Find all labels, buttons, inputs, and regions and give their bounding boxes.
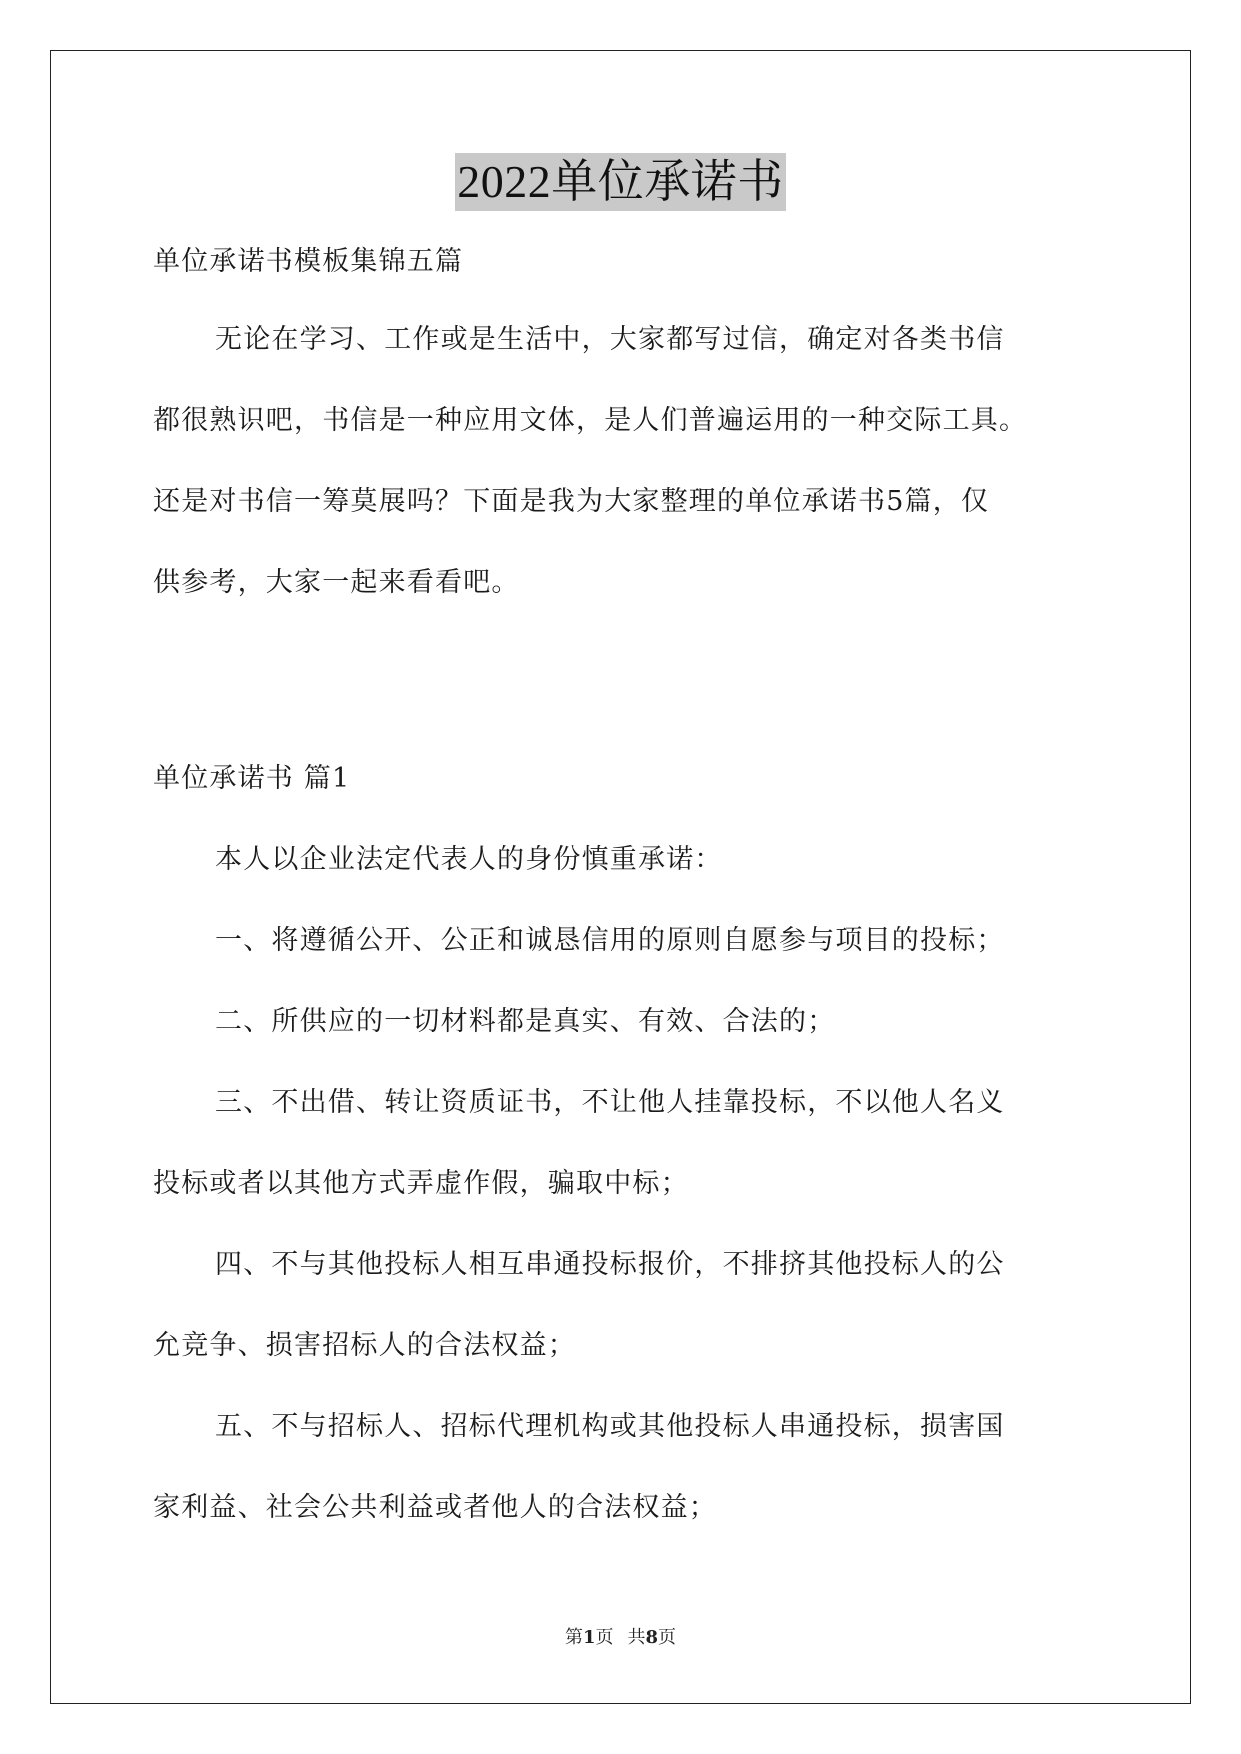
page-footer <box>0 1626 1241 1650</box>
document-title: 2022单位承诺书 <box>455 153 786 211</box>
page-suffix: 页 <box>595 1627 614 1648</box>
commitment-item-continuation: 允竞争、损害招标人的合法权益； <box>153 1330 576 1361</box>
commitment-item: 四、不与其他投标人相互串通投标报价，不排挤其他投标人的公 <box>215 1249 1005 1280</box>
intro-line: 供参考，大家一起来看看吧。 <box>153 567 520 598</box>
total-pages: 8 <box>645 1627 659 1648</box>
subtitle: 单位承诺书模板集锦五篇 <box>153 246 464 277</box>
total-prefix: 共 <box>627 1627 646 1648</box>
title-container <box>0 153 1241 211</box>
intro-line: 都很熟识吧，书信是一种应用文体，是人们普遍运用的一种交际工具。 <box>153 405 1028 436</box>
total-suffix: 页 <box>658 1627 677 1648</box>
commitment-item-continuation: 投标或者以其他方式弄虚作假，骗取中标； <box>153 1168 689 1199</box>
commitment-item: 一、将遵循公开、公正和诚恳信用的原则自愿参与项目的投标； <box>215 925 1005 956</box>
commitment-item: 二、所供应的一切材料都是真实、有效、合法的； <box>215 1006 836 1037</box>
commitment-item: 五、不与招标人、招标代理机构或其他投标人串通投标，损害国 <box>215 1411 1005 1442</box>
page-number: 1 <box>582 1627 596 1648</box>
section-heading: 单位承诺书 篇1 <box>153 763 351 794</box>
commitment-item: 三、不出借、转让资质证书，不让他人挂靠投标，不以他人名义 <box>215 1087 1005 1118</box>
intro-line: 无论在学习、工作或是生活中，大家都写过信，确定对各类书信 <box>215 324 1005 355</box>
page-prefix: 第 <box>564 1627 583 1648</box>
intro-line: 还是对书信一筹莫展吗？下面是我为大家整理的单位承诺书5篇，仅 <box>153 486 990 517</box>
paragraph: 本人以企业法定代表人的身份慎重承诺： <box>215 844 723 875</box>
commitment-item-continuation: 家利益、社会公共利益或者他人的合法权益； <box>153 1492 717 1523</box>
